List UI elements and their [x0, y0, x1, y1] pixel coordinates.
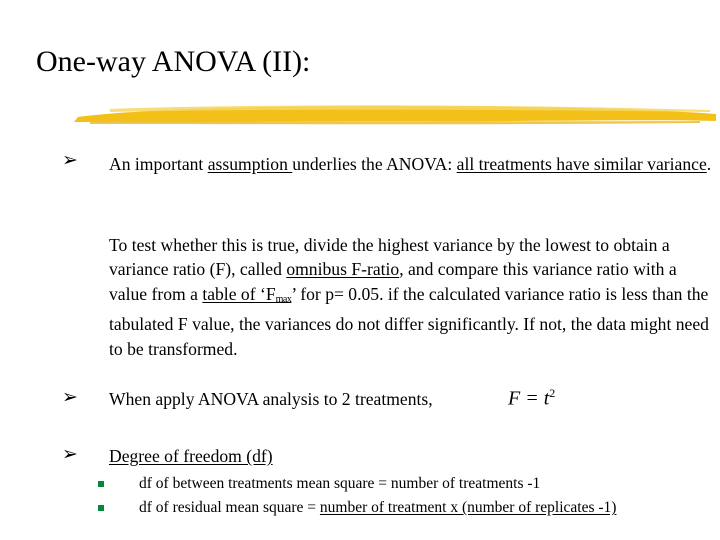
f-equals-t-squared-formula: $F = t^2$ — [508, 386, 556, 410]
para2-text-b: , and compare this variance ratio with a value from a — [109, 259, 677, 304]
bullet1-text-b: underlies the ANOVA: — [292, 154, 457, 174]
assumption-text: assumption — [207, 154, 293, 174]
arrow-bullet-icon: ➢ — [62, 387, 78, 408]
table-fmax-text: table of ‘$F_{max}$ — [202, 283, 292, 305]
assumption-paragraph — [109, 152, 714, 176]
residual-df: df of residual mean square = number of treatment x (number of replicates -1) — [139, 499, 617, 516]
arrow-bullet-icon: ➢ — [62, 444, 78, 465]
arrow-bullet-icon: ➢ — [62, 150, 78, 171]
bullet1-text-c: . — [706, 154, 712, 174]
highlighter-stroke — [70, 100, 720, 130]
square-bullet-icon — [98, 481, 104, 487]
replicates-formula-text: number of treatment x (number of replicates -1) — [319, 499, 617, 516]
formula-exponent: 2 — [549, 386, 556, 400]
between-treatments-df: df of between treatments mean square = number of treatments -1 — [139, 475, 541, 492]
fmax-subscript: max — [275, 293, 292, 305]
omnibus-f-ratio-text: omnibus F-ratio — [286, 259, 400, 280]
para2-text-a: To test whether this is true, divide the highest variance by the lowest to obtain a variance ratio (F), called — [109, 235, 670, 280]
para2-text-c: ’ for p= 0.05. if the calculated variance ratio is less than the tabulated F value, the variances do not differ significantly. If not, the data might need to be transformed. — [109, 283, 709, 359]
degree-of-freedom-heading: Degree of freedom (df) — [109, 446, 273, 466]
bullet1-text-a: An important — [109, 154, 208, 174]
treatments-variance-text: all treatments have similar variance — [456, 154, 707, 174]
slide-title: One-way ANOVA (II): — [36, 45, 311, 78]
variance-test-paragraph — [109, 233, 714, 361]
square-bullet-icon — [98, 505, 104, 511]
two-treatments-text: When apply ANOVA analysis to 2 treatments, — [109, 389, 433, 409]
